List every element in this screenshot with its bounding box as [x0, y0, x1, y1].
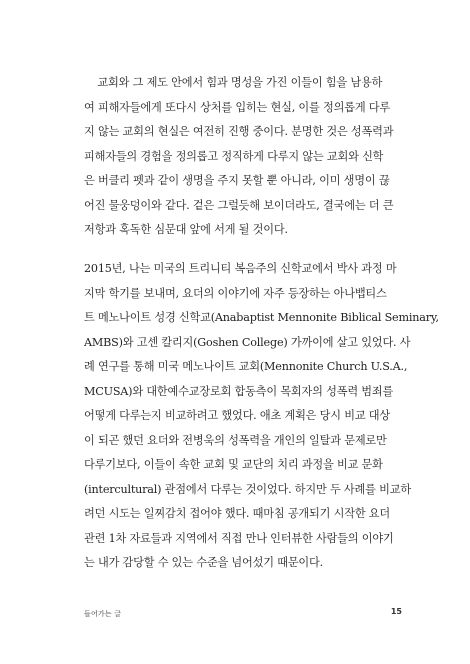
text-line: 트 메노나이트 성경 신학교(Anabaptist Mennonite Biblical Seminary,	[84, 311, 439, 324]
text-line: 관련 1차 자료들과 지역에서 직접 만나 인터뷰한 사람들의 이야기	[84, 531, 394, 545]
text-line: 려던 시도는 일찌감치 접어야 했다. 때마침 공개되기 시작한 요더	[84, 507, 390, 520]
text-line: 는 내가 감당할 수 있는 수준을 넘어섰기 때문이다.	[84, 556, 323, 569]
text-line: 지막 학기를 보내며, 요더의 이야기에 자주 등장하는 아나뱁티스	[84, 286, 387, 300]
paragraph-2	[84, 257, 439, 576]
paragraph-1	[84, 71, 402, 243]
text-line: 어떻게 다루는지 비교하려고 했었다. 애초 계획은 당시 비교 대상	[84, 409, 390, 422]
text-line: 어진 물웅덩이와 같다. 겉은 그럴듯해 보이더라도, 결국에는 더 큰	[84, 198, 394, 212]
text-line: (intercultural) 관점에서 다루는 것이었다. 하지만 두 사례를 비교하	[84, 482, 411, 496]
text-line: 여 피해자들에게 또다시 상처를 입히는 현실, 이를 정의롭게 다루	[84, 100, 390, 114]
text-line: 다루기보다, 이들이 속한 교회 및 교단의 치리 과정을 비교 문화	[84, 458, 383, 471]
text-line: 저항과 혹독한 심문대 앞에 서게 될 것이다.	[84, 223, 288, 236]
text-line: 이 되곤 했던 요더와 전병욱의 성폭력을 개인의 일탈과 문제로만	[84, 433, 387, 447]
page-number: 15	[390, 607, 402, 616]
text-line: 교회와 그 제도 안에서 힘과 명성을 가진 이들이 힘을 남용하	[84, 76, 383, 89]
text-line: 례 연구를 통해 미국 메노나이트 교회(Mennonite Church U.S.A.,	[84, 360, 408, 373]
text-line: MCUSA)와 대한예수교장로회 합동측이 목회자의 성폭력 범죄를	[84, 384, 394, 398]
text-line: AMBS)와 고센 칼리지(Goshen College) 가까이에 살고 있었다. 사	[84, 335, 411, 349]
text-line: 2015년, 나는 미국의 트리니티 복음주의 신학교에서 박사 과정 마	[84, 262, 397, 275]
running-footer-title: 들어가는 글	[84, 610, 122, 618]
text-line: 피해자들의 경험을 정의롭고 정직하게 다루지 않는 교회와 신학	[84, 149, 384, 163]
text-line: 은 버클리 펫과 같이 생명을 주지 못할 뿐 아니라, 이미 생명이 끊	[84, 174, 390, 187]
text-line: 지 않는 교회의 현실은 여전히 진행 중이다. 분명한 것은 성폭력과	[84, 125, 394, 138]
